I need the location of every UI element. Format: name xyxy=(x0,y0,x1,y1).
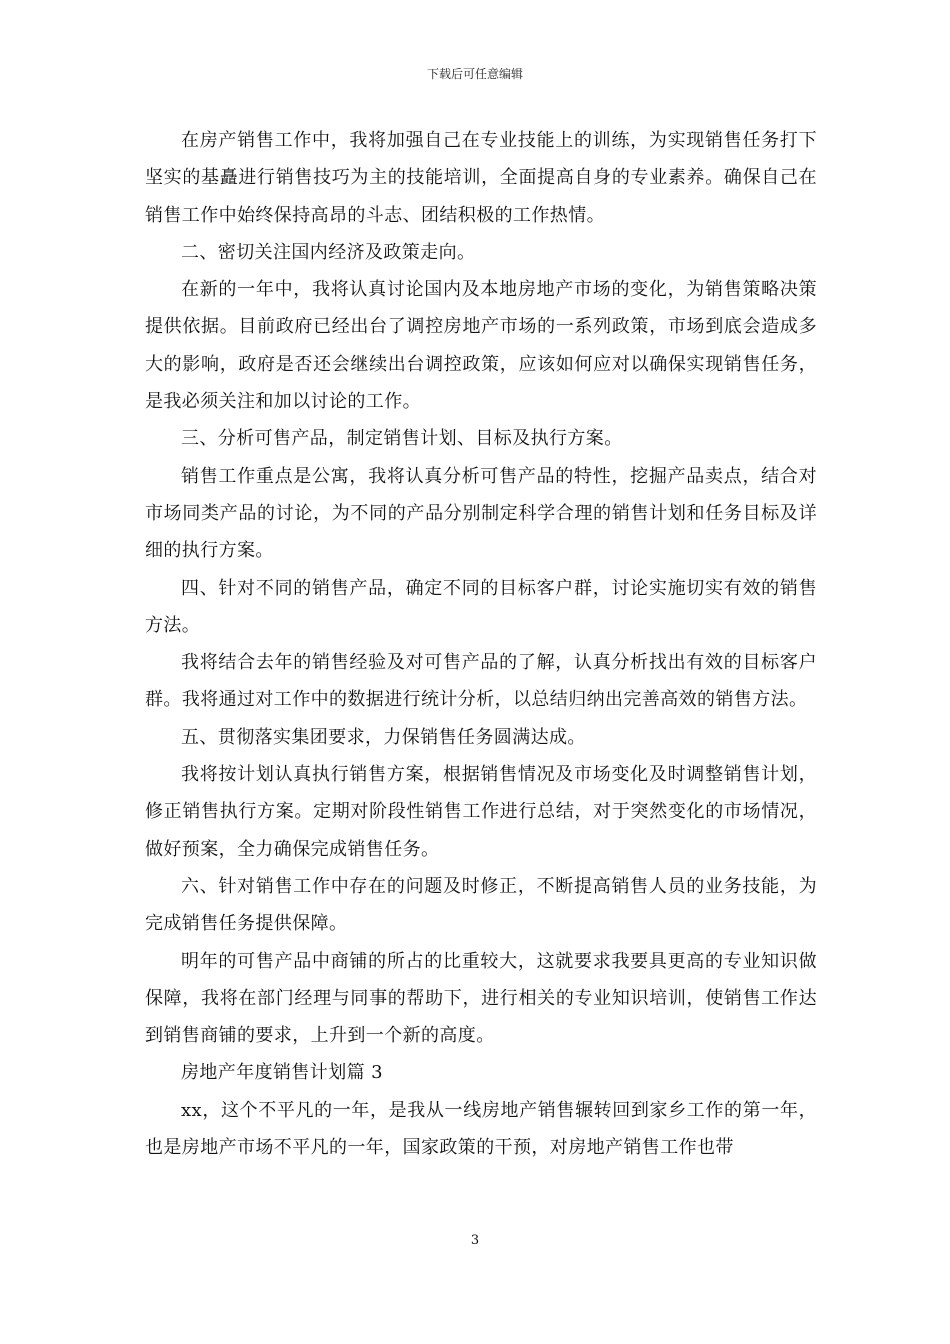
paragraph: 销售工作重点是公寓，我将认真分析可售产品的特性，挖掘产品卖点，结合对市场同类产品的讨论，为不同的产品分别制定科学合理的销售计划和任务目标及详细的执行方案。 xyxy=(145,465,817,562)
section-heading: 四、针对不同的销售产品，确定不同的目标客户群，讨论实施切实有效的销售方法。 xyxy=(145,577,817,636)
section-heading: 六、针对销售工作中存在的问题及时修正，不断提高销售人员的业务技能，为完成销售任务提供保障。 xyxy=(145,875,817,935)
page-number: 3 xyxy=(470,1233,480,1248)
document-body xyxy=(145,122,817,1166)
section-heading: 三、分析可售产品，制定销售计划、目标及执行方案。 xyxy=(181,428,623,450)
page-header: 下载后可任意编辑 xyxy=(426,67,523,81)
article-title: 房地产年度销售计划篇 3 xyxy=(181,1062,383,1084)
section-heading: 二、密切关注国内经济及政策走向。 xyxy=(181,241,476,263)
paragraph: 明年的可售产品中商铺的所占的比重较大，这就要求我要具更高的专业知识做保障，我将在部门经理与同事的帮助下，进行相关的专业知识培训，使销售工作达到销售商铺的要求，上升到一个新的高度。 xyxy=(145,950,817,1047)
paragraph: 我将结合去年的销售经验及对可售产品的了解，认真分析找出有效的目标客户群。我将通过对工作中的数据进行统计分析，以总结归纳出完善高效的销售方法。 xyxy=(145,652,817,711)
paragraph: xx，这个不平凡的一年，是我从一线房地产销售辗转回到家乡工作的第一年，也是房地产市场不平凡的一年，国家政策的干预，对房地产销售工作也带 xyxy=(145,1099,817,1159)
paragraph: 在新的一年中，我将认真讨论国内及本地房地产市场的变化，为销售策略决策提供依据。目前政府已经出台了调控房地产市场的一系列政策，市场到底会造成多大的影响，政府是否还会继续出台调控政策，应该如何应对以确保实现销售任务，是我必须关注和加以讨论的工作。 xyxy=(145,279,817,413)
paragraph: 在房产销售工作中，我将加强自己在专业技能上的训练，为实现销售任务打下坚实的基矗进行销售技巧为主的技能培训，全面提高自身的专业素养。确保自己在销售工作中始终保持高昂的斗志、团结积极的工作热情。 xyxy=(145,130,817,226)
paragraph: 我将按计划认真执行销售方案，根据销售情况及市场变化及时调整销售计划，修正销售执行方案。定期对阶段性销售工作进行总结，对于突然变化的市场情况，做好预案，全力确保完成销售任务。 xyxy=(145,764,817,860)
section-heading: 五、贯彻落实集团要求，力保销售任务圆满达成。 xyxy=(181,726,586,748)
